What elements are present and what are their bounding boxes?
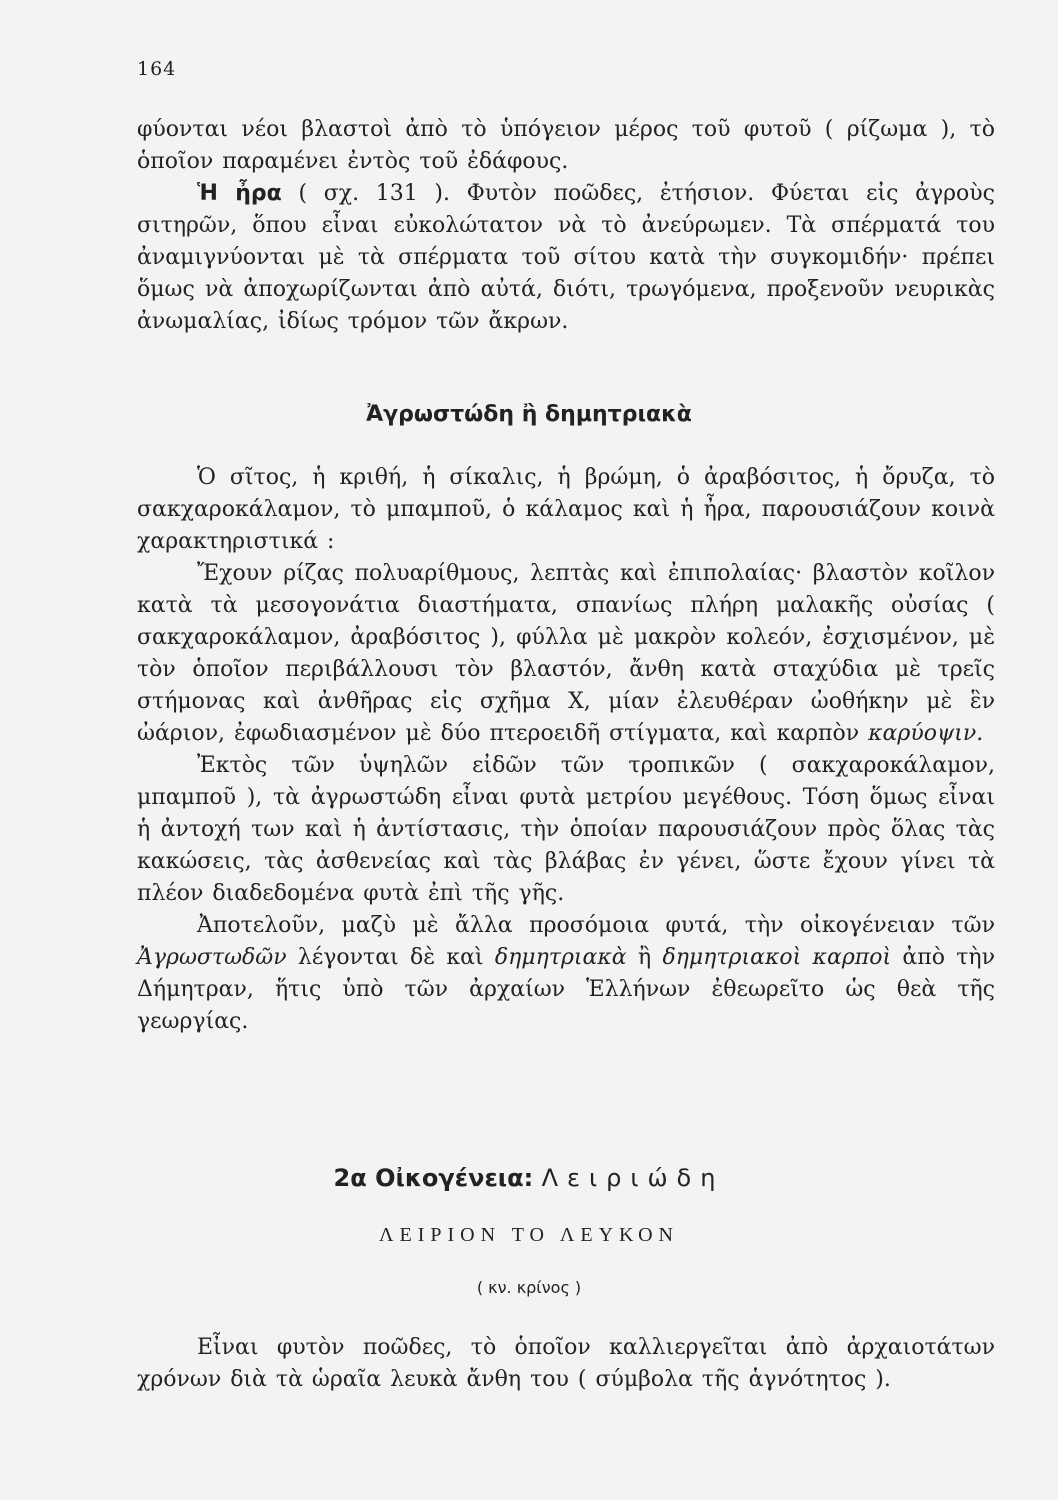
family-heading-name: Λειριώδη — [541, 1164, 725, 1192]
text-block-top — [137, 114, 995, 338]
family-text-mid2: ἢ — [626, 945, 663, 970]
paragraph-common-traits: Ὁ σῖτος, ἡ κριθή, ἡ σίκαλις, ἡ βρώμη, ὁ ἀραβόσιτος, ἡ ὄρυζα, τὸ σακχαροκάλαμον, τὸ μπαμποῦ, ὁ κάλαμος καὶ ἡ ἦρα, παρουσιάζουν κοινὰ χαρακτηριστικά : — [137, 465, 995, 554]
family-term-agrostodon: Ἀγρωστωδῶν — [137, 945, 287, 970]
plant-title: ΛΕΙΡΙΟΝ ΤΟ ΛΕΥΚΟΝ — [379, 1224, 679, 1246]
family-text-post: ἀπὸ τὴν Δήμητραν, ἥτις ὑπὸ τῶν ἀρχαίων Ἑλλήνων ἐθεωρεῖτο ὡς θεὰ τῆς γεωργίας. — [137, 945, 995, 1034]
family-text-pre: Ἀποτελοῦν, μαζὺ μὲ ἄλλα προσόμοια φυτά, τὴν οἰκογένειαν τῶν — [197, 913, 995, 938]
paragraph-rhizome: φύονται νέοι βλαστοὶ ἀπὸ τὸ ὑπόγειον μέρος τοῦ φυτοῦ ( ρίζωμα ), τὸ ὁποῖον παραμένει ἐντὸς τοῦ ἐδάφους. — [137, 117, 995, 174]
hera-term: Ἡ ἦρα — [197, 181, 282, 206]
page-number: 164 — [137, 58, 177, 80]
family-text-mid1: λέγονται δὲ καὶ — [286, 945, 495, 970]
paragraph-lily: Εἶναι φυτὸν ποῶδες, τὸ ὁποῖον καλλιεργεῖται ἀπὸ ἀρχαιοτάτων χρόνων διὰ τὰ ὡραῖα λευκὰ ἄνθη του ( σύμβολα τῆς ἁγνότητος ). — [137, 1335, 995, 1392]
caryopsis-term: καρύοψιν. — [868, 721, 984, 746]
section-heading-cereals: Ἀγρωστώδη ἢ δημητριακὰ — [366, 402, 692, 427]
paragraph-size-resistance: Ἐκτὸς τῶν ὑψηλῶν εἰδῶν τῶν τροπικῶν ( σακχαροκάλαμον, μπαμποῦ ), τὰ ἀγρωστώδη εἶναι φυτὰ μετρίου μεγέθους. Τόση ὅμως εἶναι ἡ ἀντοχή των καὶ ἡ ἀντίστασις, τὴν ὁποίαν παρουσιάζουν πρὸς ὅλας τὰς κακώσεις, τὰς ἀσθενείας καὶ τὰς βλάβας ἐν γένει, ὥστε ἔχουν γίνει τὰ πλέον διαδεδομένα φυτὰ ἐπὶ τῆς γῆς. — [137, 753, 995, 906]
characteristics-text: Ἔχουν ρίζας πολυαρίθμους, λεπτὰς καὶ ἐπιπολαίας· βλαστὸν κοῖλον κατὰ τὰ μεσογονάτια διαστήματα, σπανίως πλήρη μαλακῆς οὐσίας ( σακχαροκάλαμον, ἀραβόσιτος ), φύλλα μὲ μακρὸν κολεόν, ἐσχισμένον, μὲ τὸν ὁποῖον περιβάλλουσι τὸν βλαστόν, ἄνθη κατὰ σταχύδια μὲ τρεῖς στήμονας καὶ ἀνθῆρας εἰς σχῆμα X, μίαν ἐλευθέραν ὠοθήκην μὲ ἓν ὠάριον, ἐφωδιασμένον μὲ δύο πτεροειδῆ στίγματα, καὶ καρπὸν — [137, 561, 995, 746]
family-term-karpoi: δημητριακοὶ καρποὶ — [662, 945, 892, 970]
paragraph-characteristics — [137, 558, 995, 750]
paragraph-hera — [137, 178, 995, 338]
hera-description: ( σχ. 131 ). Φυτὸν ποῶδες, ἐτήσιον. Φύεται εἰς ἀγροὺς σιτηρῶν, ὅπου εἶναι εὐκολώτατον νὰ τὸ ἀνεύρωμεν. Τὰ σπέρματά του ἀναμιγνύονται μὲ τὰ σπέρματα τοῦ σίτου κατὰ τὴν συγκομιδήν· πρέπει ὅμως νὰ ἀποχωρίζωνται ἀπὸ αὐτά, διότι, τρωγόμενα, προξενοῦν νευρικὰς ἀνωμαλίας, ἰδίως τρόμον τῶν ἄκρων. — [137, 181, 995, 334]
family-heading — [0, 1164, 1058, 1192]
family-term-dimitriaka: δημητριακὰ — [494, 945, 627, 970]
family-heading-prefix: 2α Οἰκογένεια: — [333, 1164, 542, 1192]
paragraph-family — [137, 910, 995, 1038]
text-block-cereals — [137, 462, 995, 1038]
text-block-lily — [137, 1332, 995, 1396]
common-name: ( κν. κρίνος ) — [476, 1278, 582, 1297]
